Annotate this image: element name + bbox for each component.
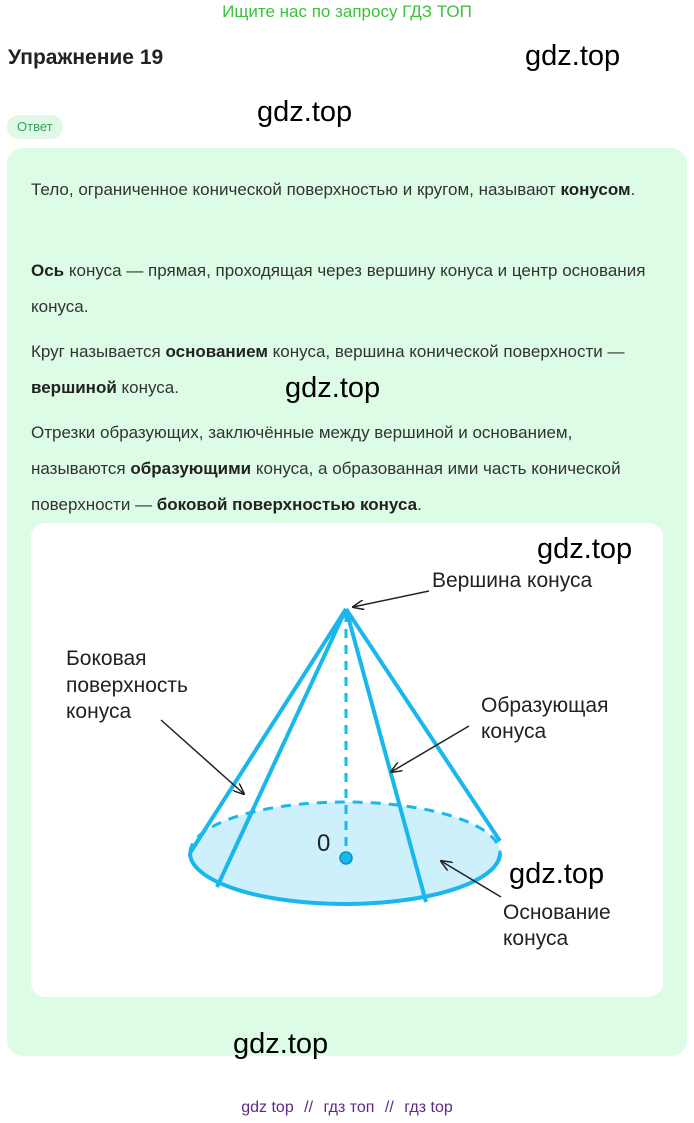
label-center: 0 [317,830,331,857]
term-lateral-surface: боковой поверхностью конуса [156,495,418,514]
watermark: gdz.top [233,1028,329,1060]
answer-badge[interactable]: Ответ [7,115,63,139]
watermark: gdz.top [537,533,633,565]
arrow-apex [353,591,429,607]
label-lateral-surface-line2: поверхность [66,674,188,697]
text: конуса, а образованная ими часть конической поверхности — [31,459,621,514]
center-point [340,852,352,864]
paragraph-cone-definition [31,172,671,208]
label-base-line1: Основание [503,901,611,924]
watermark: gdz.top [525,40,621,72]
exercise-title: Упражнение 19 [8,46,164,69]
text: Тело, ограниченное конической поверхностью и кругом, называют [31,180,561,199]
top-banner: Ищите нас по запросу ГДЗ ТОП [222,2,472,21]
text: . [630,180,636,199]
text: конуса, вершина конической поверхности — [267,342,625,361]
label-lateral-surface-line3: конуса [66,700,132,723]
text: . [417,495,422,514]
label-lateral-surface-line1: Боковая [66,647,147,670]
footer-separator: // [384,1099,394,1116]
term-axis: Ось [31,261,65,280]
term-generatrix: образующими [130,459,252,478]
label-generatrix-line1: Образующая [481,694,609,717]
text: конуса — прямая, проходящая через вершину конуса и центр основания конуса. [31,261,646,316]
paragraph-generatrix-definition [31,415,671,523]
cone-figure [31,523,663,997]
term-cone: конусом [560,180,631,199]
text: конуса. [116,378,179,397]
term-base: основанием [165,342,268,361]
watermark: gdz.top [509,858,605,890]
term-apex: вершиной [31,378,117,397]
label-generatrix-line2: конуса [481,720,547,743]
arrow-lateral-surface [161,720,244,794]
paragraph-axis-definition [31,253,671,325]
footer-link-1[interactable]: gdz top [241,1099,294,1116]
watermark: gdz.top [257,96,353,128]
text: Отрезки образующих, заключённые между вершиной и основанием, называются [31,423,573,478]
footer-links [0,1099,694,1117]
text: Круг называется [31,342,166,361]
label-apex: Вершина конуса [432,569,593,592]
footer-link-3[interactable]: гдз top [404,1099,453,1116]
watermark: gdz.top [285,372,381,404]
footer-separator: // [304,1099,314,1116]
footer-link-2[interactable]: гдз топ [323,1099,375,1116]
label-base-line2: конуса [503,927,569,950]
